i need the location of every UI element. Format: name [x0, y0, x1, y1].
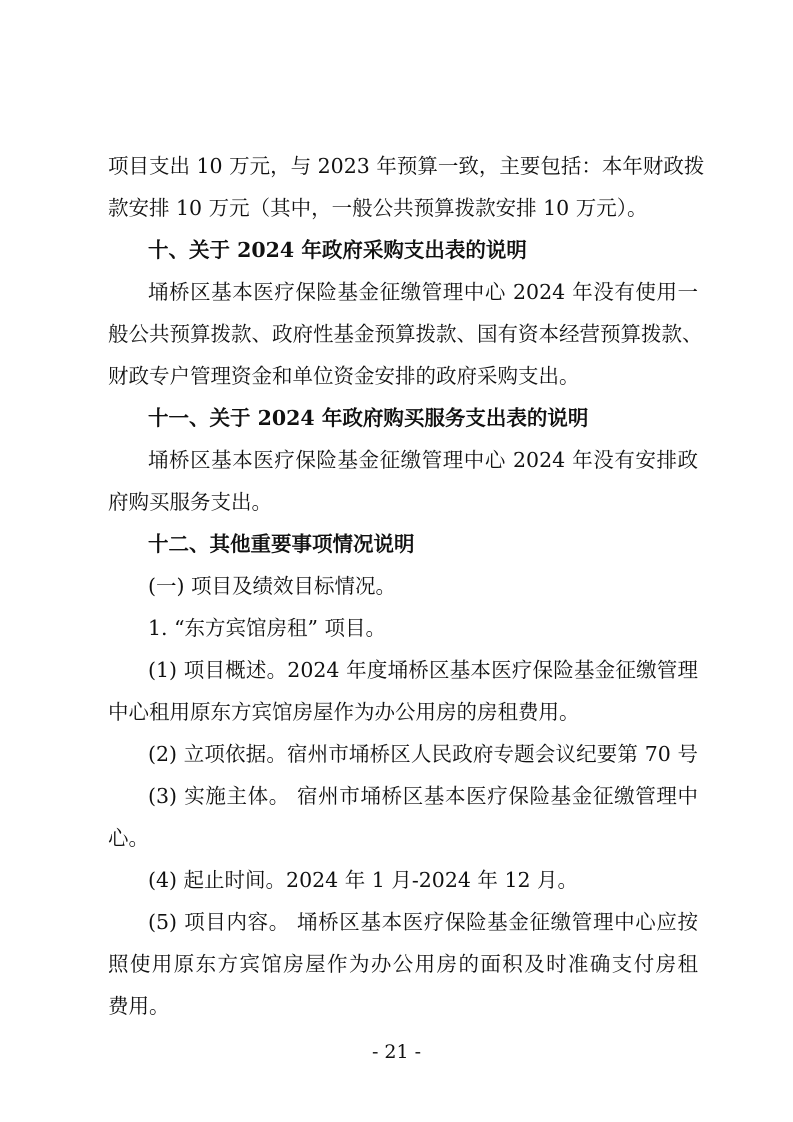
paragraph-line: (2) 立项依据。宿州市埇桥区人民政府专题会议纪要第 70 号 [148, 742, 698, 766]
section-heading: 十、关于 2024 年政府采购支出表的说明 [148, 238, 527, 262]
paragraph-line: 财政专户管理资金和单位资金安排的政府采购支出。 [108, 364, 580, 388]
paragraph-line: 费用。 [108, 994, 170, 1018]
paragraph-line: 款安排 10 万元（其中，一般公共预算拨款安排 10 万元）。 [108, 196, 648, 220]
paragraph-line: 埇桥区基本医疗保险基金征缴管理中心 2024 年没有使用一 [148, 280, 698, 304]
paragraph-line: 1. “东方宾馆房租” 项目。 [148, 616, 387, 640]
page-number: - 21 - [371, 1041, 422, 1063]
paragraph-line: (4) 起止时间。2024 年 1 月-2024 年 12 月。 [148, 868, 579, 892]
paragraph-line: 般公共预算拨款、政府性基金预算拨款、国有资本经营预算拨款、 [108, 322, 703, 346]
paragraph-line: 中心租用原东方宾馆房屋作为办公用房的房租费用。 [108, 700, 580, 724]
section-heading: 十一、关于 2024 年政府购买服务支出表的说明 [148, 406, 589, 430]
paragraph-line: (3) 实施主体。 宿州市埇桥区基本医疗保险基金征缴管理中 [148, 784, 698, 808]
paragraph-line: 心。 [108, 826, 149, 850]
paragraph-line: (1) 项目概述。2024 年度埇桥区基本医疗保险基金征缴管理 [148, 658, 698, 682]
paragraph-line: 照使用原东方宾馆房屋作为办公用房的面积及时准确支付房租 [108, 952, 698, 976]
paragraph-line: (5) 项目内容。 埇桥区基本医疗保险基金征缴管理中心应按 [148, 910, 698, 934]
section-heading: 十二、其他重要事项情况说明 [148, 532, 415, 556]
paragraph-line: (一) 项目及绩效目标情况。 [148, 574, 397, 598]
paragraph-line: 埇桥区基本医疗保险基金征缴管理中心 2024 年没有安排政 [148, 448, 698, 472]
paragraph-line: 府购买服务支出。 [108, 490, 272, 514]
paragraph-line: 项目支出 10 万元，与 2023 年预算一致，主要包括：本年财政拨 [108, 154, 705, 178]
